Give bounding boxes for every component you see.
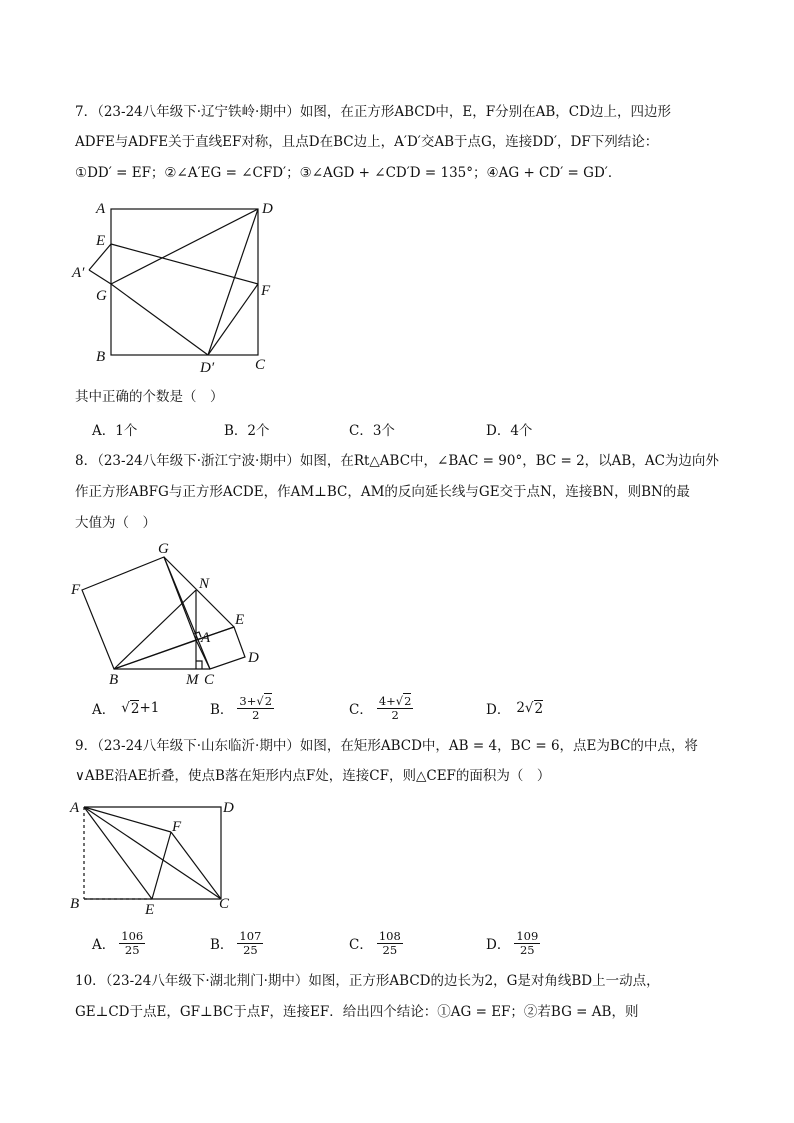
q9-line2: ∨ABE沿AE折叠，使点B落在矩形内点F处，连接CF，则△CEF的面积为（ ） bbox=[75, 768, 551, 784]
q9-line1: 9．（23-24八年级下·山东临沂·期中）如图，在矩形ABCD中，AB = 4，BC = 6，点E为BC的中点，将 bbox=[75, 738, 698, 754]
q9-seg-AE bbox=[84, 807, 152, 899]
q8-label-E: E bbox=[235, 612, 245, 628]
q9-option-d[interactable]: D． $\frac{109}{25}$ bbox=[486, 928, 539, 957]
q8-square-ABFG bbox=[82, 557, 196, 669]
q7-line1: 7．（23-24八年级下·辽宁铁岭·期中）如图，在正方形ABCD中，E，F分别在AB，CD边上，四边形 bbox=[75, 104, 671, 120]
q7-label-G: G bbox=[96, 288, 107, 304]
q8-seg-BE bbox=[114, 627, 234, 669]
q8-seg-GE bbox=[164, 557, 234, 627]
q8-label-D: D bbox=[248, 650, 259, 666]
q7-option-a[interactable]: A．1个 bbox=[92, 423, 138, 439]
q9-label-D: D bbox=[223, 800, 234, 816]
q9-seg-AF bbox=[84, 807, 171, 832]
q7-line3: ①DD′ = EF；②∠A′EG = ∠CFD′；③∠AGD + ∠CD′D = 135°；④AG + CD′ = GD′． bbox=[75, 165, 622, 181]
q7-option-c[interactable]: C．3个 bbox=[349, 423, 395, 439]
q9-label-C: C bbox=[219, 896, 230, 912]
q8-label-M: M bbox=[186, 672, 199, 688]
q9-label-A: A bbox=[70, 800, 80, 816]
q7-label-D2: D′ bbox=[200, 360, 215, 376]
q7-line4: 其中正确的个数是（ ） bbox=[75, 389, 224, 405]
q8-option-d[interactable]: D． 2 √ 2 bbox=[486, 700, 544, 718]
q7-seg-A2G bbox=[89, 270, 111, 284]
q8-option-a[interactable]: A． √ 2 +1 bbox=[92, 700, 160, 718]
q9-options bbox=[92, 928, 612, 958]
q7-label-F: F bbox=[261, 283, 271, 299]
q8-label-B: B bbox=[109, 672, 119, 688]
q7-square bbox=[111, 209, 258, 355]
q7-label-C: C bbox=[255, 357, 266, 373]
q9-seg-FE bbox=[152, 832, 171, 899]
q8-label-A: A bbox=[201, 630, 211, 646]
q9-label-E: E bbox=[145, 902, 155, 918]
q7-label-D: D bbox=[262, 201, 273, 217]
q8-label-G: G bbox=[158, 541, 169, 557]
q8-label-C: C bbox=[204, 672, 215, 688]
q8-option-b[interactable]: B． $\frac{3+√2}{2}$ bbox=[210, 693, 273, 722]
q9-option-b[interactable]: B． $\frac{107}{25}$ bbox=[210, 928, 262, 957]
q8-right-angle-M bbox=[196, 661, 202, 669]
q9-label-F: F bbox=[172, 819, 182, 835]
q10-line2: GE⊥CD于点E，GF⊥BC于点F，连接EF．给出四个结论：①AG = EF；②若BG = AB，则 bbox=[75, 1004, 639, 1020]
q9-seg-AC bbox=[84, 807, 221, 899]
q7-label-A2: A′ bbox=[72, 265, 85, 281]
q8-line1: 8．（23-24八年级下·浙江宁波·期中）如图，在Rt△ABC中，∠BAC = 90°，BC = 2，以AB，AC为边向外 bbox=[75, 453, 719, 469]
q10-line1: 10．（23-24八年级下·湖北荆门·期中）如图，正方形ABCD的边长为2，G是对角线BD上一动点， bbox=[75, 973, 660, 989]
q7-seg-GD2 bbox=[111, 284, 208, 355]
q8-seg-BN bbox=[114, 590, 196, 669]
q7-options bbox=[92, 414, 612, 444]
q7-label-B: B bbox=[96, 349, 106, 365]
q8-line2: 作正方形ABFG与正方形ACDE，作AM⊥BC，AM的反向延长线与GE交于点N，连接BN，则BN的最 bbox=[75, 484, 690, 500]
q8-options bbox=[92, 693, 612, 723]
q8-option-c[interactable]: C． $\frac{4+√2}{2}$ bbox=[349, 693, 412, 722]
q7-label-A: A bbox=[96, 201, 106, 217]
q9-label-B: B bbox=[70, 896, 80, 912]
q8-label-F: F bbox=[71, 582, 81, 598]
q8-label-N: N bbox=[199, 576, 210, 592]
q9-option-c[interactable]: C． $\frac{108}{25}$ bbox=[349, 928, 401, 957]
q9-seg-FC bbox=[171, 832, 221, 899]
q7-option-d[interactable]: D．4个 bbox=[486, 423, 533, 439]
q7-seg-FD2 bbox=[208, 284, 258, 355]
q7-label-E: E bbox=[96, 233, 106, 249]
q8-seg-GC bbox=[164, 557, 210, 669]
q7-option-b[interactable]: B．2个 bbox=[224, 423, 270, 439]
q7-seg-EF bbox=[111, 244, 258, 284]
q8-line3: 大值为（ ） bbox=[75, 515, 156, 531]
q7-line2: ADFE与ADFE关于直线EF对称，且点D在BC边上，A′D′交AB于点G，连接DD′，DF下列结论： bbox=[75, 134, 659, 150]
q9-option-a[interactable]: A． $\frac{106}{25}$ bbox=[92, 928, 144, 957]
